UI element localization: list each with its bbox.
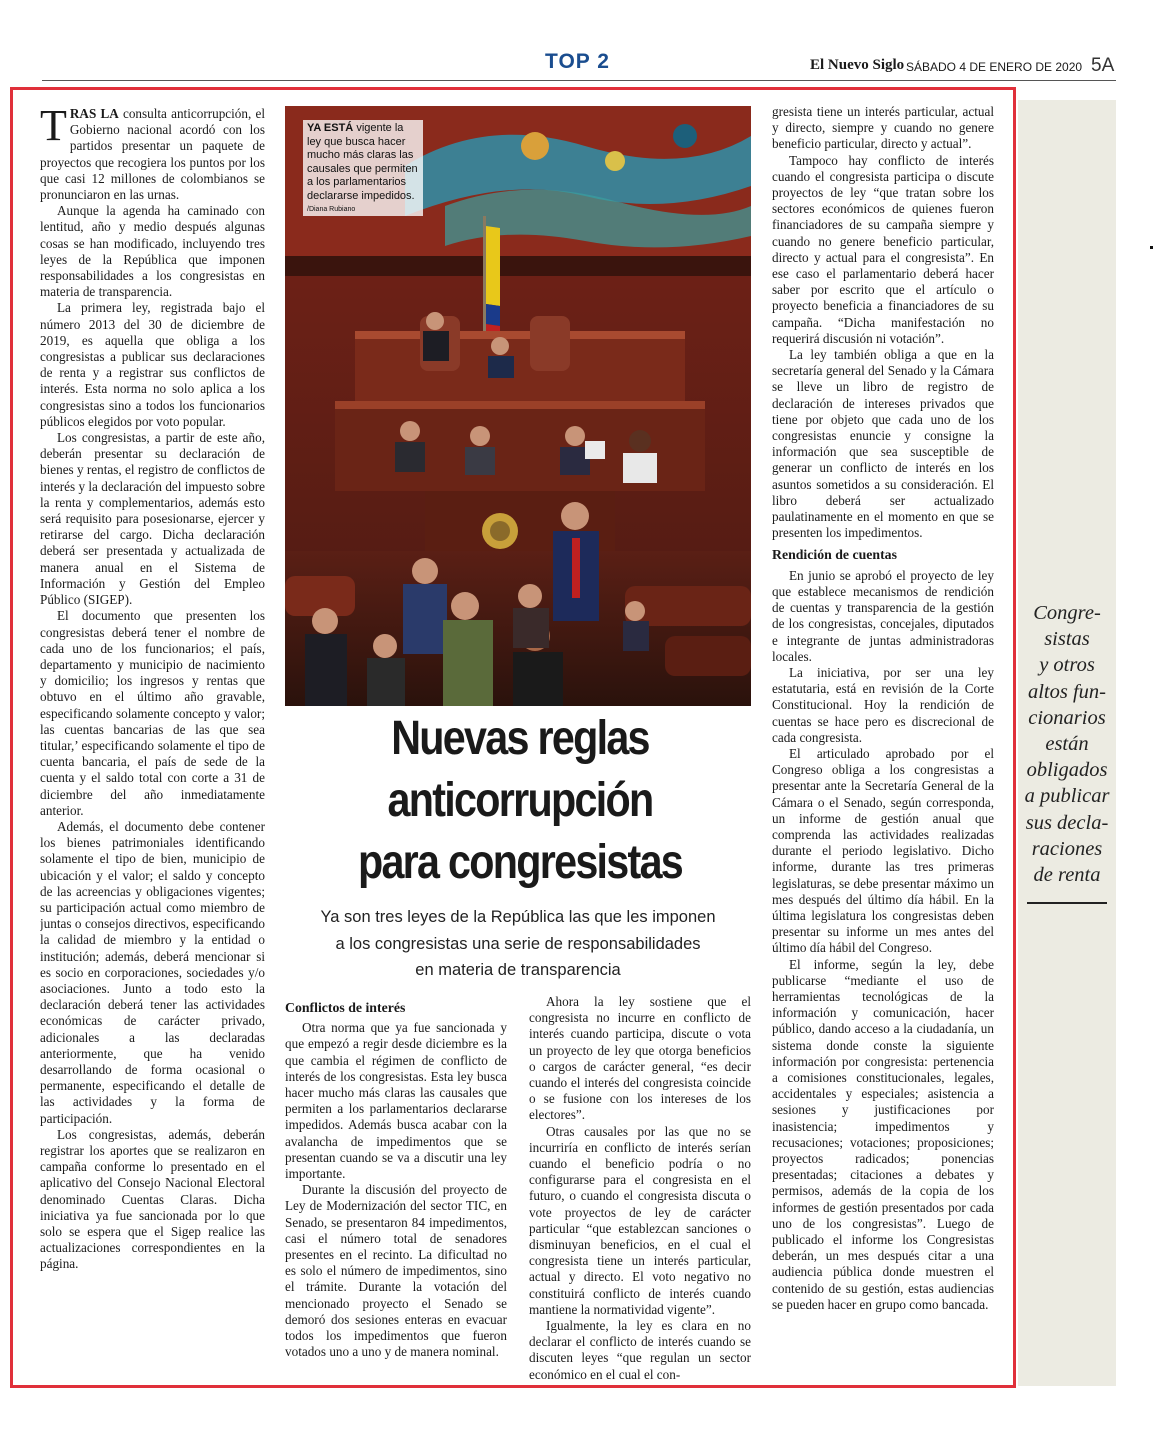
article-paragraph: El informe, según la ley, debe publicarse “mediante el uso de herramientas tecnológicas de la información y comunicación, hacer público, dando acceso a la ciudadanía, un sistema donde conste la siguiente información por congresista: pertenencia a comisiones constitucionales, legales, accidentales y especiales; asistencia a sesiones y justificaciones por inasistencia; impedimentos y recusaciones; votaciones; proposiciones; proyectos radicados; ponencias presentadas; citaciones a debates y permisos, además de la copia de los informes de gestión presentados por cada uno de los congresistas”. Luego de publicado el informe los Congresistas deberán, un mes después citar a una audiencia pública donde muestren el contenido de su gestión, estas audiencias se pueden hacer en grupo como bancada. [772, 956, 994, 1312]
pull-quote-rule [1027, 902, 1107, 904]
dek-line: en materia de transparencia [415, 961, 621, 979]
article-paragraph: Otras causales por las que no se incurriría en conflicto de interés serían cuando el beneficio podría o no configurarse para el congresista en el futuro, o cuando el congresista discuta o vote proyectos de ley de carácter particular “que establezcan sanciones o disminuyan beneficios, en el cual el congresista tiene un interés particular, actual y directo. El voto negativo no constituirá conflicto de interés cuando mantiene la normatividad vigente”. [529, 1123, 751, 1317]
article-paragraph: Durante la discusión del proyecto de Ley de Modernización del sector TIC, en Senado, se presentaron 84 impedimentos, casi el número total de senadores presentes en el recinto. La dificultad no es solo el número de impedimentos, sino el trámite. Durante la votación del mencionado proyecto el Senado se demoró dos sesiones enteras en evacuar todos los impedimentos que fueron votados uno a uno y de manera nominal. [285, 1182, 507, 1359]
issue-date: SÁBADO 4 DE ENERO DE 2020 [906, 60, 1083, 74]
pull-quote-line: obligados [1026, 759, 1108, 782]
article-column-4 [772, 104, 994, 1386]
article-paragraph: La iniciativa, por ser una ley estatutaria, está en revisión de la Corte Constitucional. Hoy la rendición de cuentas se hace pero es discrecional de cada congresista. [772, 664, 994, 745]
section-label: TOP 2 [545, 50, 610, 73]
page-number: 5A [1091, 55, 1115, 76]
pull-quote-line: altos fun- [1027, 680, 1107, 703]
subheading-rendicion: Rendición de cuentas [772, 547, 897, 563]
article-column-2 [285, 994, 507, 1359]
pull-quote-line: a publicar [1024, 785, 1110, 808]
dek-line: Ya son tres leyes de la República las que les imponen [320, 908, 716, 926]
article-column-1 [40, 106, 265, 1386]
headline [331, 708, 709, 894]
pull-quote-line: cionarios [1028, 706, 1106, 729]
article-paragraph: Aunque la agenda ha caminado con lentitud, año y medio después algunas cosas se han modificado, incluyendo tres leyes de la República que imponen responsabilidades a los congresistas en materia de transparencia. [40, 203, 265, 300]
article-column-3 [529, 994, 751, 1385]
article-paragraph: Además, el documento debe contener los bienes patrimoniales identificando solamente el tipo de bien, municipio de ubicación y el valor; el saldo y concepto de las acreencias y obligaciones vigentes; su participación actual como miembro de juntas o consejos directivos, especificando la calidad de miembro y la entidad o institución; además, deberá mencionar si es socio en corporaciones, sociedades y/o asociaciones. Junto a todo esto la declaración deberá tener las actividades económicas de carácter privado, adicionales a las declaradas anteriormente, que ha venido desarrollando de forma ocasional o permanente, especificando el detalle de las actividades y la forma de participación. [40, 818, 265, 1126]
article-paragraph: Igualmente, la ley es clara en no declarar el conflicto de interés cuando se discuten leyes “que regulan un sector económico en el cual el con- [529, 1318, 751, 1382]
subheading-conflictos: Conflictos de interés [285, 1000, 406, 1015]
pull-quote [1014, 600, 1120, 888]
article-paragraph: Los congresistas, a partir de este año, deberán presentar su declaración de bienes y rentas, el registro de conflictos de interés y la declaración del impuesto sobre la renta y complementarios, además esto será requisito para posesionarse, ejercer y retirarse del cargo. Dicha declaración deberá ser presentada y actualizada de manera anual en el Sistema de Información y Gestión del Empleo Público (SIGEP). [40, 430, 265, 608]
photo-caption [303, 120, 423, 216]
article-paragraph: Tampoco hay conflicto de interés cuando el congresista participa o discute proyectos de ley “que tratan sobre los sectores económicos de quienes fueron financiadores de su campaña siempre y cuando no genere beneficio particular, directo y actual para el congresista”. En ese caso el parlamentario deberá hacer saber por escrito que el artículo o proyecto beneficia a financiadores de su campaña. “Dicha manifestación no requerirá discusión ni votación”. [772, 152, 994, 346]
paragraph-text: consulta anticorrupción, el Gobierno nacional acordó con los partidos presentar un paquete de proyectos que recogiera los puntos por los que casi 12 millones de colombianos se pronunciaron en las urnas. [40, 106, 265, 203]
article-paragraph: La ley también obliga a que en la secretaría general del Senado y la Cámara se lleve un libro de registro de declaración de intereses privados que tiene por objeto que cada uno de los congresistas enuncie y consigne la información que sea susceptible de generar un conflicto de interés en los asuntos sometidos a su consideración. El libro deberá ser actualizado paulatinamente en el momento en que se presenten los impedimentos. [772, 347, 994, 541]
article-paragraph: La primera ley, registrada bajo el número 2013 del 30 de diciembre de 2019, es aquella que obliga a los congresistas a publicar sus declaraciones de renta y a registrar sus conflictos de interés. Esta norma no solo aplica a los congresistas sino a todos los funcionarios públicos elegidos por voto popular. [40, 300, 265, 429]
newspaper-name: El Nuevo Siglo [810, 57, 905, 73]
photo-credit: /Diana Rubiano [307, 206, 356, 213]
caption-text: vigente la ley que busca hacer mucho más claras las causales que permiten a los parlamentarios declararse impedidos. [307, 122, 418, 202]
article-paragraph: El documento que presenten los congresistas deberá tener el nombre de cada uno de los funcionarios; el país, departamento y municipio de nacimiento y domicilio; los ingresos y rentas que obtuvo en el último año gravable, especificando solamente concepto y valor; las cuentas bancarias de las que sea titular,’ especificando solamente el tipo de cuenta bancaria, el país de sede de la cuenta y el saldo total con corte a 31 de diciembre del año inmediatamente anterior. [40, 608, 265, 818]
pull-quote-line: raciones [1031, 837, 1103, 860]
headline-line: Nuevas reglas [391, 712, 649, 765]
article-paragraph: Ahora la ley sostiene que el congresista no incurre en conflicto de interés cuando participa, discute o vota un proyecto de ley que otorga beneficios o cargos de carácter general, “es decir cuando el interés del congresista coincide o se fusione con los intereses de los electores”. [529, 994, 751, 1123]
article-paragraph: gresista tiene un interés particular, actual y directo, siempre y cuando no genere beneficio particular, directo y actual”. [772, 104, 994, 152]
article-paragraph: Otra norma que ya fue sancionada y que empezó a regir desde diciembre es la que cambia el régimen de conflicto de interés de los congresistas. Esta ley busca hacer mucho más claras las causales que permiten a los parlamentarios declararse impedidos. Además busca acabar con la avalancha de impedimentos que se presentan cuando se va a discutir una ley importante. [285, 1020, 507, 1182]
article-paragraph [40, 106, 265, 203]
headline-line: anticorrupción [387, 774, 653, 827]
headline-line: para congresistas [357, 836, 683, 889]
pull-quote-line: y otros [1039, 654, 1095, 677]
caption-lead: YA ESTÁ [307, 122, 354, 134]
article-paragraph: Los congresistas, además, deberán registrar los aportes que se realizaron en campaña conforme lo presentado en el aplicativo del Consejo Nacional Electoral denominado Cuentas Claras. Dicha iniciativa ya fue sancionada por lo que solo se espera que el Sigep realice las actualizaciones correspondientes en la página. [40, 1126, 265, 1272]
article-paragraph: En junio se aprobó el proyecto de ley que establece mecanismos de rendición de cuentas y transparencia de la gestión de los congresistas, concejales, diputados e integrante de juntas administradoras locales. [772, 567, 994, 664]
article-paragraph: El articulado aprobado por el Congreso obliga a los congresistas a presentar ante la Secretaría General de la Cámara o el Senado, según corresponda, un informe de gestión anual que comprenda las actividades realizadas durante el periodo legislativo. Dicho informe, durante las tres primeras legislaturas, se debe presentar máximo un mes después del último día hábil. En la última legislatura los congresistas deben presentar su informe un mes antes del último día hábil del Congreso. [772, 745, 994, 956]
header-rule [42, 80, 1116, 81]
pull-quote-line: sistas [1044, 628, 1090, 651]
pull-quote-line: sus decla- [1025, 811, 1109, 834]
pull-quote-line: de renta [1033, 864, 1101, 887]
dek-line: a los congresistas una serie de responsabilidades [335, 934, 701, 953]
dropcap: T [40, 106, 67, 150]
pull-quote-line: están [1045, 733, 1089, 756]
lead-in: RAS LA [69, 106, 119, 121]
margin-dot [1150, 246, 1153, 249]
pull-quote-line: Congre- [1033, 602, 1101, 624]
dek [285, 904, 751, 984]
